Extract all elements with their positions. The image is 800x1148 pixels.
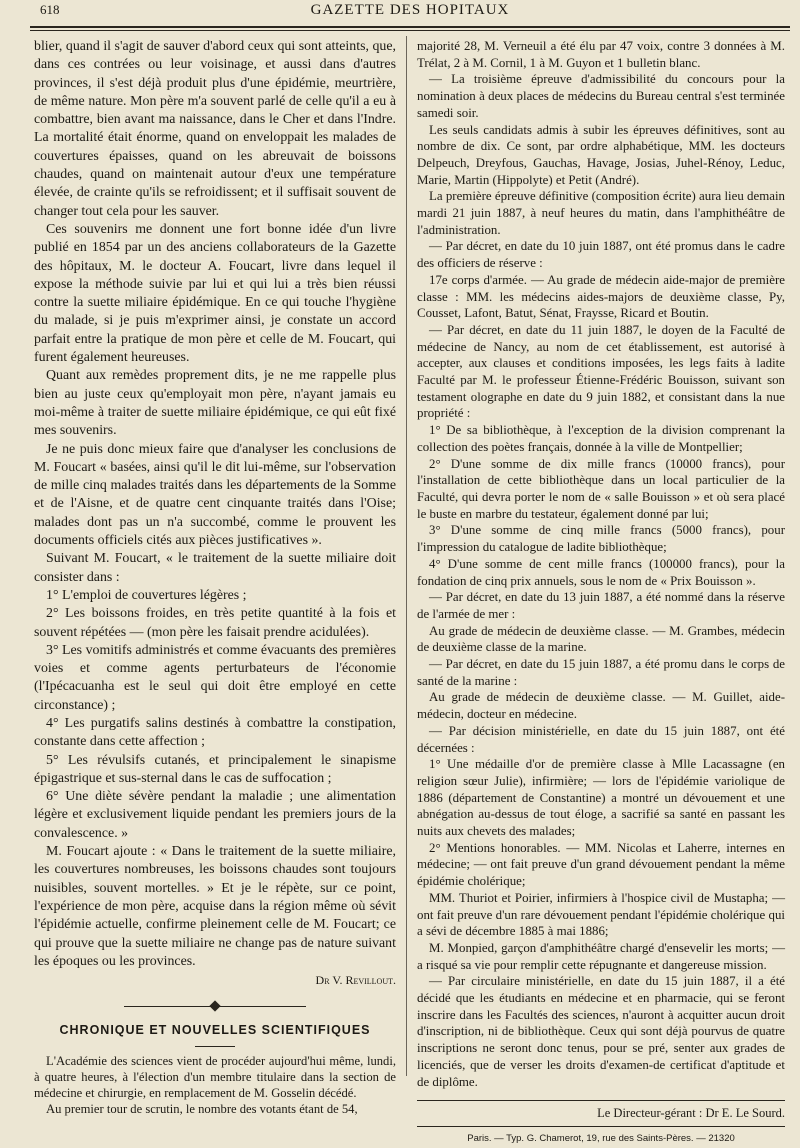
paragraph: Ces souvenirs me donnent une fort bonne idée d'un livre publié en 1854 par un des anciens collaborateurs de la Gazette des hôpitaux, M. le docteur A. Foucart, livre dans lequel il expose la méthode suivie par lui et qui lui a très bien réussi contre la suette miliaire épidémique. En ce qui touche l'hygiène du malade, si je puis m'exprimer ainsi, je constate un accord parfait entre la pratique de mon père et celle de M. Foucart, qui furent également heureuses. xyxy=(34,221,396,366)
paragraph: Au premier tour de scrutin, le nombre des votants étant de 54, xyxy=(46,1101,358,1116)
paragraph: Je ne puis donc mieux faire que d'analyser les conclusions de M. Foucart « basées, ainsi qu'il le dit lui-même, sur l'observation de mille cinq malades traités dans les départements de la Somme et de l'Aisne, et de quatre cent cinquante traités dans l'Oise; malades dont pas un n'a succombé, comme le prouvent les documents officiels cités aux pièces justificatives ». xyxy=(34,441,396,549)
list-item: 3° D'une somme de cinq mille francs (5000 francs), pour l'impression du catalogue de ladite bibliothèque; xyxy=(417,523,785,555)
list-item: 5° Les révulsifs cutanés, et principalement le sinapisme épigastrique et sus-sternal dans le cas de suffocation ; xyxy=(34,752,396,786)
paragraph: MM. Thuriot et Poirier, infirmiers à l'hospice civil de Mustapha; — ont fait preuve d'un rare dévouement pendant l'épidémie cholérique qui a sévi de décembre 1885 à mai 1886; xyxy=(417,890,785,939)
list-item: 2° D'une somme de dix mille francs (10000 francs), pour l'installation de cette bibliothèque dans un local particulier de la Faculté, qui devra porter le nom de « salle Bouisson » et où sera placé le buste en marbre du testateur, également donné par lui; xyxy=(417,456,785,521)
paragraph: Au grade de médecin de deuxième classe. — M. Guillet, aide-médecin, docteur en médecine. xyxy=(417,690,785,722)
list-item: 2° Les boissons froides, en très petite quantité à la fois et souvent répétées — (mon père les faisait prendre acidulées). xyxy=(34,606,396,640)
paragraph: — Par décret, en date du 10 juin 1887, ont été promus dans le cadre des officiers de réserve : xyxy=(417,239,785,271)
section-body xyxy=(34,1053,396,1117)
printer-line: Paris. — Typ. G. Chamerot, 19, rue des Saints-Pères. — 21320 xyxy=(417,1126,785,1148)
paragraph: — Par décret, en date du 13 juin 1887, a été nommé dans la réserve de l'armée de mer : xyxy=(417,590,785,621)
paragraph: — Par décret, en date du 11 juin 1887, le doyen de la Faculté de médecine de Nancy, au nom de cet établissement, est autorisé à accepter, aux clauses et conditions imposées, les legs faits à ladite Faculté par M. le professeur Étienne-Frédéric Bouisson, suivant son testament olographe en date du 9 juin 1882, et consistant dans la nue propriété : xyxy=(417,322,785,421)
left-column xyxy=(34,38,396,1117)
section-title: CHRONIQUE ET NOUVELLES SCIENTIFIQUES xyxy=(59,1023,371,1038)
paragraph: 17e corps d'armée. — Au grade de médecin aide-major de première classe : MM. les médecins aides-majors de deuxième classe, Py, Cousset, Lafont, Batut, Sénat, Fraysse, Ricard et Boutin. xyxy=(417,272,785,321)
director-line: Le Directeur-gérant : Dr E. Le Sourd. xyxy=(417,1100,785,1122)
paragraph: M. Foucart ajoute : « Dans le traitement de la suette miliaire, les couvertures nombreuses, les boissons chaudes sont toujours nuisibles, souvent mortelles. » Et je le répète, sur ce point, l'expérience de mon père, acquise dans la région même où sévit l'épidémie actuelle, confirme pleinement celle de M. Foucart; ce qui prouve que la suette miliaire ne change pas de nature suivant les époques ou les provinces. xyxy=(34,844,396,969)
paragraph: Suivant M. Foucart, « le traitement de la suette miliaire doit consister dans : xyxy=(34,551,396,585)
paragraph: L'Académie des sciences vient de procéder aujourd'hui même, lundi, à quatre heures, à l'élection d'un membre titulaire dans la section de médecine et chirurgie, en remplacement de M. Gosselin décédé. xyxy=(34,1053,396,1100)
list-item: 1° L'emploi de couvertures légères ; xyxy=(46,587,247,603)
paragraph: — Par circulaire ministérielle, en date du 15 juin 1887, il a été décidé que les étudiants en médecine et en pharmacie, qui se feront inscrire dans les Facultés des sciences, n'auront à acquitter aucun droit d'inscription, ni de bibliothèque. Ceux qui sont déjà pourvus de quatre inscriptions ne seront donc tenus, pour se pré, senter aux grades de licenciés, que de verser les droits d'examen-de certificat d'aptitude et de diplôme. xyxy=(417,974,785,1089)
ornament-divider xyxy=(34,1001,396,1011)
list-item: 1° De sa bibliothèque, à l'exception de la division comprenant la collection des poètes français, donnée à la ville de Montpellier; xyxy=(417,423,785,454)
paragraph: Quant aux remèdes proprement dits, je ne me rappelle plus bien au juste ceux qu'employait mon père, n'ayant jamais eu moi-même à traiter de suette miliaire épidémique, ce qui eût fixé mes souvenirs. xyxy=(34,368,396,439)
author-signature: Dr V. Revillout. xyxy=(315,973,396,988)
list-item: 4° D'une somme de cent mille francs (100000 francs), pour la fondation de cinq prix annuels, sous le nom de « Prix Bouisson ». xyxy=(417,556,785,588)
paragraph: Au grade de médecin de deuxième classe. — M. Grambes, médecin de deuxième classe de la marine. xyxy=(417,623,785,655)
page-number: 618 xyxy=(40,2,60,17)
paragraph: blier, quand il s'agit de sauver d'abord ceux qui sont atteints, que, dans ces contrées ou leur voisinage, et aussi dans d'autres provinces, il s'est déjà produit plus d'une épidémie, meurtrière, de même nature. Mon père m'a souvent parlé de celle qu'il a eu à combattre, bien avant ma naissance, dans le Cher et dans l'Indre. La mortalité était énorme, quand on enveloppait les malades de couvertures épaisses, quand on les abreuvait de boissons chaudes, quand on maintenait autour d'eux une température élevée, de crainte qu'ils se refroidissent; et il suffisait souvent de changer tout cela pour les sauver. xyxy=(34,39,396,219)
small-rule xyxy=(195,1046,235,1047)
paragraph: — La troisième épreuve d'admissibilité du concours pour la nomination à deux places de médecins du Bureau central s'est terminée samedi soir. xyxy=(417,72,785,120)
page-title: GAZETTE DES HOPITAUX xyxy=(310,2,510,18)
list-item: 1° Une médaille d'or de première classe à Mlle Lacassagne (en religion sœur Julie), infirmière; — lors de l'épidémie variolique de 1886 (département de Constantine) a montré un dévouement et une abnégation au-dessus de tout éloge, a sacrifié sa santé en passant les nuits aux chevets des malades; xyxy=(417,757,785,839)
header-rule xyxy=(30,30,790,31)
paragraph: Les seuls candidats admis à subir les épreuves définitives, sont au nombre de dix. Ce sont, par ordre alphabétique, MM. les docteurs Delpeuch, Dreyfous, Gauchas, Havage, Josias, Juhel-Rénoy, Leduc, Marie, Martin (Hippolyte) et Petit (André). xyxy=(417,122,785,187)
paragraph: M. Monpied, garçon d'amphithéâtre chargé d'ensevelir les morts; — a risqué sa vie pour remplir cette répugnante et dangereuse mission. xyxy=(417,940,785,972)
list-item: 3° Les vomitifs administrés et comme évacuants des premières voies et comme agents perturbateurs de l'économie (l'Ipécacuanha est le seul qui doit être employé en cette circonstance) ; xyxy=(34,642,396,713)
column-divider xyxy=(406,36,407,1076)
paragraph: La première épreuve définitive (composition écrite) aura lieu demain mardi 21 juin 1887, à neuf heures du matin, dans l'amphithéâtre de l'administration. xyxy=(417,189,785,237)
paragraph: majorité 28, M. Verneuil a été élu par 47 voix, contre 3 données à M. Trélat, 2 à M. Cornil, 1 à M. Guyon et 1 bulletin blanc. xyxy=(417,39,785,70)
list-item: 4° Les purgatifs salins destinés à combattre la constipation, constante dans cette affection ; xyxy=(34,715,396,750)
paragraph: — Par décision ministérielle, en date du 15 juin 1887, ont été décernées : xyxy=(417,723,785,755)
list-item: 2° Mentions honorables. — MM. Nicolas et Laherre, internes en médecine; — ont fait preuve d'un grand dévouement pendant la même épidémie cholérique; xyxy=(417,840,785,889)
right-column xyxy=(417,38,785,1148)
paragraph: — Par décret, en date du 15 juin 1887, a été promu dans le corps de santé de la marine : xyxy=(417,657,785,688)
page-header xyxy=(30,0,790,28)
list-item: 6° Une diète sévère pendant la maladie ; une alimentation légère et exclusivement liquide pendant les premiers jours de la convalescence. » xyxy=(34,789,396,841)
